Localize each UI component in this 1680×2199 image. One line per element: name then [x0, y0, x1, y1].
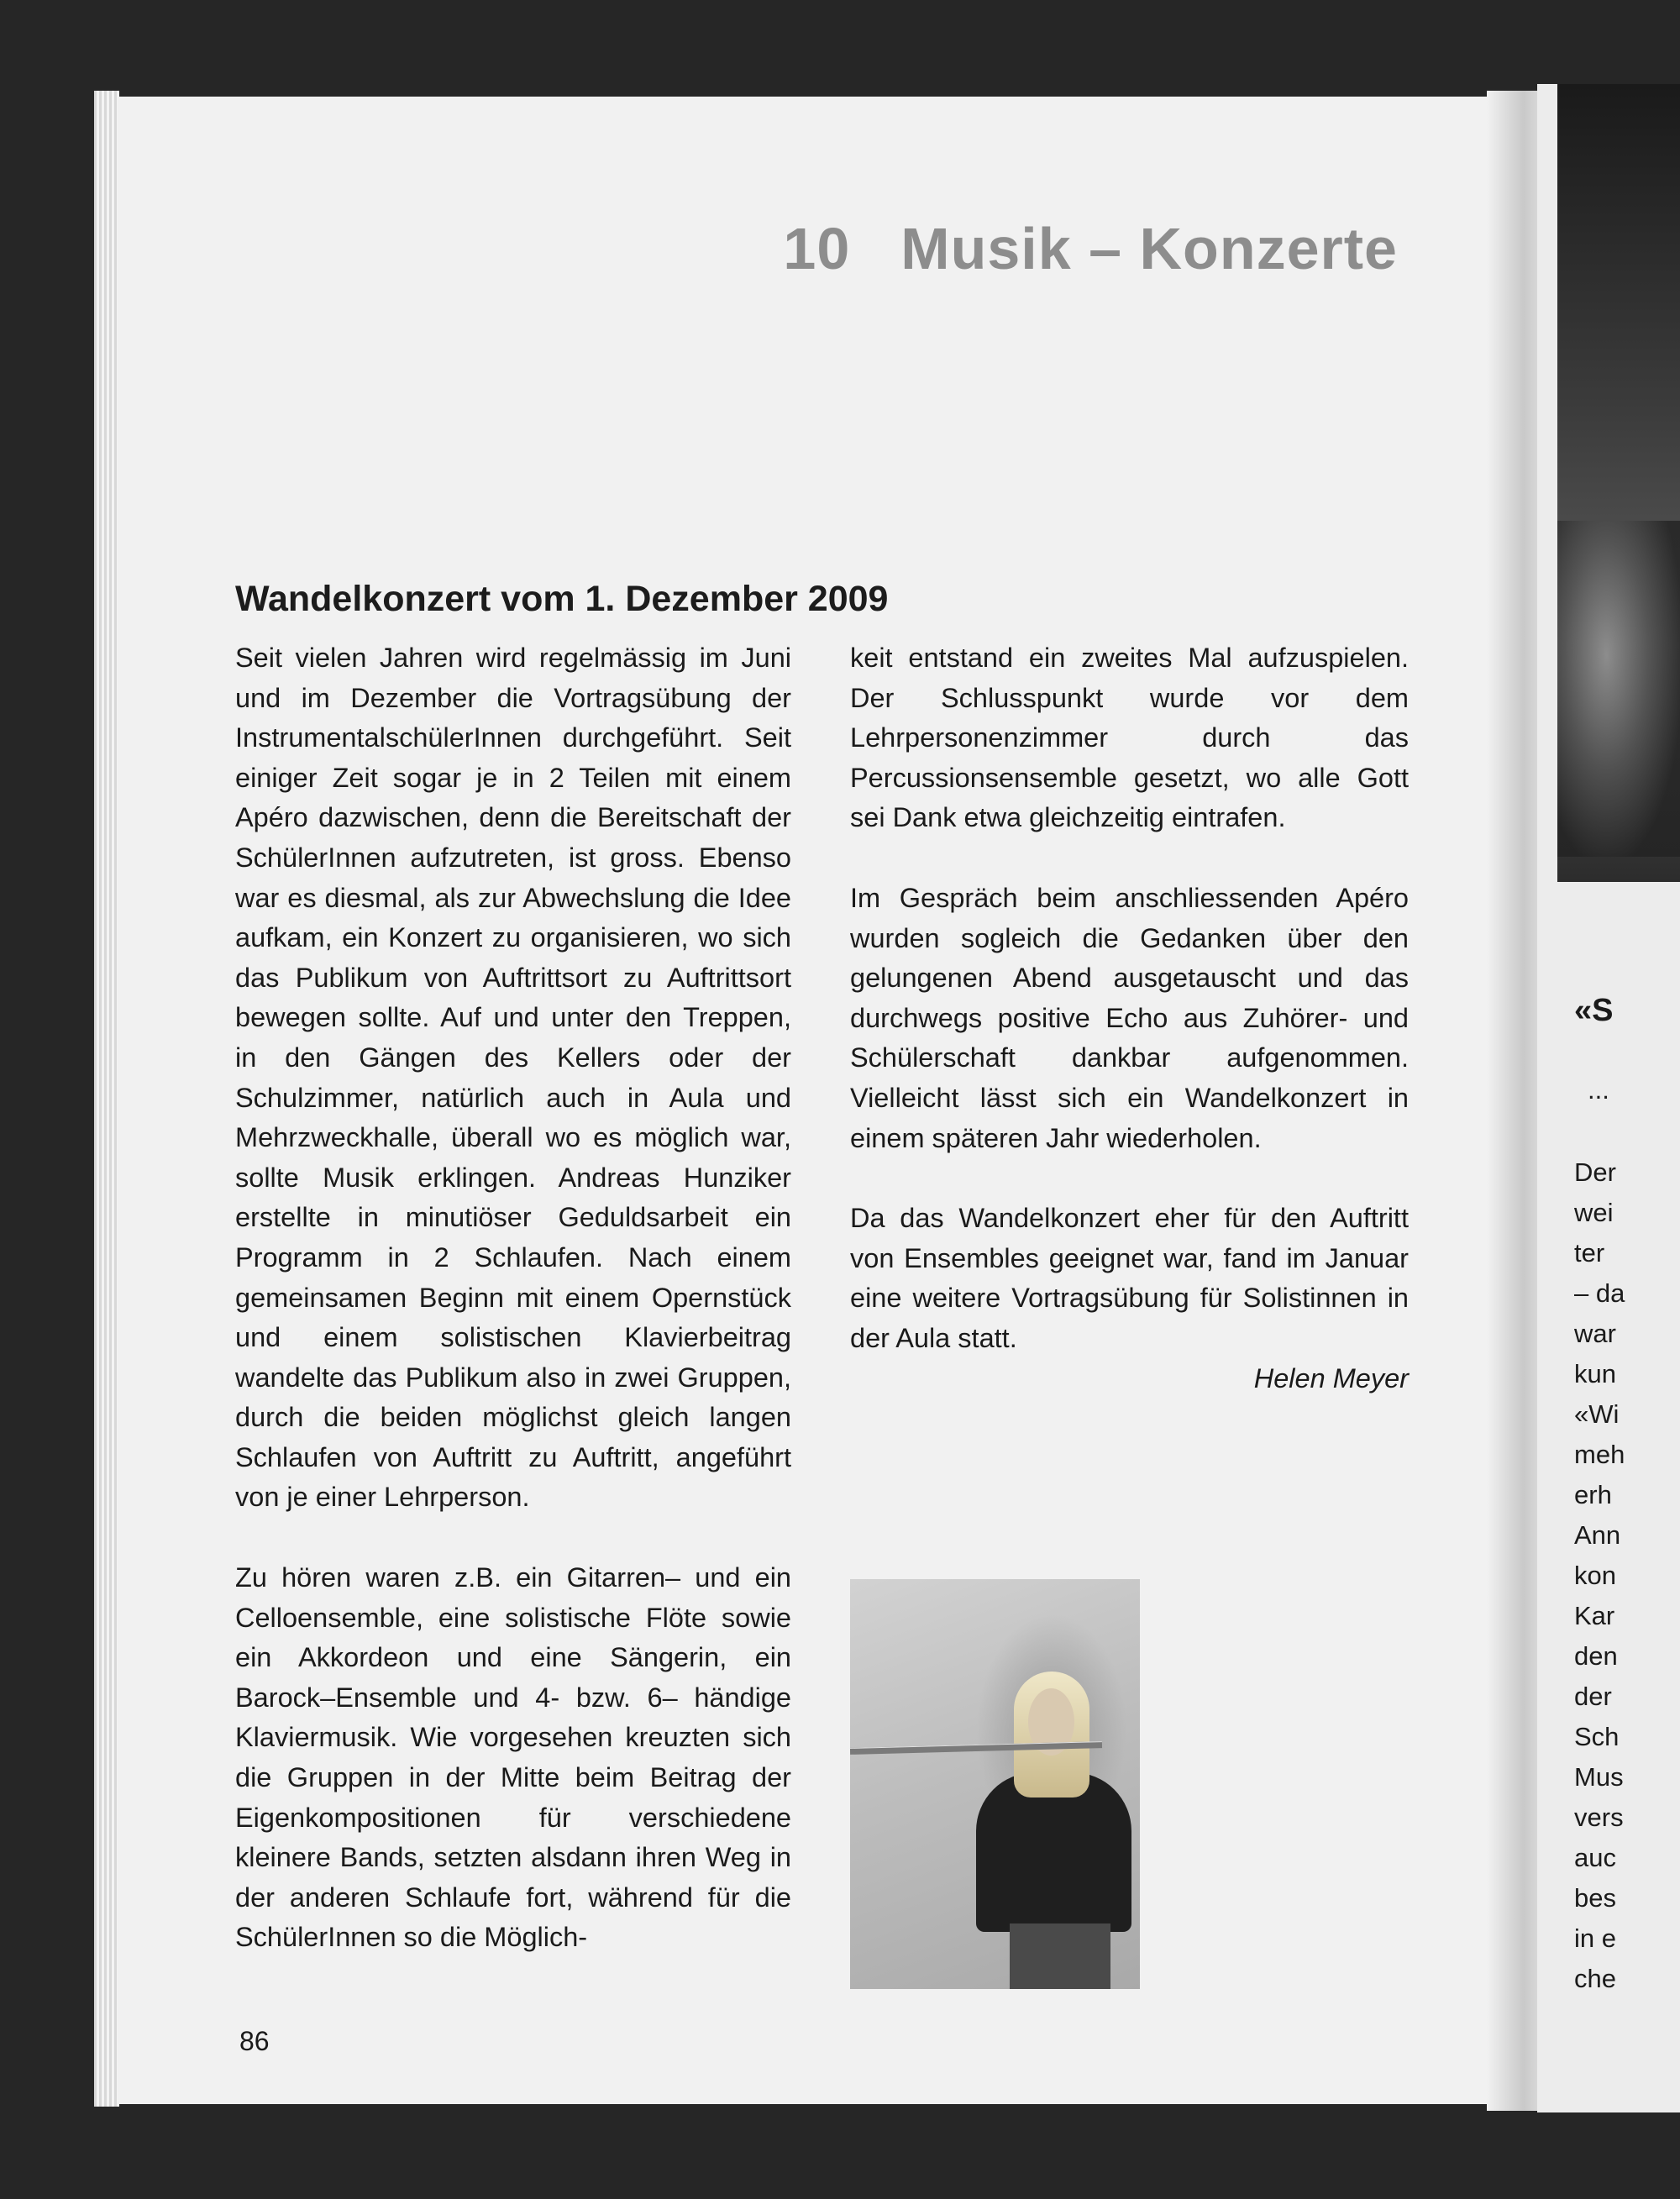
page-stack-edges	[94, 91, 119, 2107]
paragraph: Seit vielen Jahren wird regelmässig im Juni und im Dezember die Vortragsübung der InstrumentalschülerInnen durchgeführt. Seit einiger Zeit sogar je in 2 Teilen mit einem Apéro dazwischen, denn die Bereitschaft der SchülerInnen aufzutreten, ist gross. Ebenso war es diesmal, als zur Abwechslung die Idee aufkam, ein Konzert zu organisieren, wo sich das Publikum von Auftrittsort zu Auftrittsort bewegen sollte. Auf und unter den Treppen, in den Gängen des Kellers oder der Schulzimmer, natürlich auch in Aula und Mehrzweckhalle, überall wo es möglich war, sollte Musik erklingen. Andreas Hunziker erstellte in minutiöser Geduldsarbeit ein Programm in 2 Schlaufen. Nach einem gemeinsamen Beginn mit einem Opernstück und einem solistischen Klavierbeitrag wandelte das Publikum also in zwei Gruppen, durch die beiden möglichst gleich langen Schlaufen von Auftritt zu Auftritt, angeführt von je einer Lehrperson.	[235, 643, 791, 1513]
paragraph: Im Gespräch beim anschliessenden Apéro wurden sogleich die Gedanken über den gelungenen Abend ausgetauscht und das durchwegs positive Echo aus Zuhörer- und Schülerschaft dankbar aufgenommen. Vielleicht lässt sich ein Wandelkonzert in einem späteren Jahr wiederholen.	[850, 882, 1409, 1153]
right-page-line: wei	[1574, 1198, 1614, 1227]
paragraph: keit entstand ein zweites Mal aufzuspielen. Der Schlusspunkt wurde vor dem Lehrpersonenzimmer durch das Percussionsensemble gesetzt, wo alle Gott sei Dank etwa gleichzeitig eintrafen.	[850, 643, 1409, 833]
right-page-heading-fragment: «S	[1574, 993, 1614, 1028]
right-page-line: Der	[1574, 1157, 1616, 1187]
page-number: 86	[239, 2026, 270, 2056]
right-page-line: den	[1574, 1641, 1618, 1671]
right-page-line: kun	[1574, 1359, 1616, 1388]
paragraph: Da das Wandelkonzert eher für den Auftritt von Ensembles geeignet war, fand im Januar eine weitere Vortragsübung für Solistinnen in der Aula statt.	[850, 1203, 1409, 1353]
right-page-line: bes	[1574, 1883, 1616, 1913]
right-page-line: kon	[1574, 1561, 1616, 1590]
right-page-line: meh	[1574, 1440, 1625, 1469]
right-page-line: Kar	[1574, 1601, 1615, 1630]
chapter-name: Musik – Konzerte	[900, 216, 1398, 281]
right-page-line: ter	[1574, 1238, 1605, 1267]
right-page-line: in e	[1574, 1923, 1616, 1953]
right-page-line: war	[1574, 1319, 1616, 1348]
right-page-line: erh	[1574, 1480, 1612, 1509]
text-column-right	[850, 638, 1409, 1439]
paragraph: Zu hören waren z.B. ein Gitarren– und ein Celloensemble, eine solistische Flöte sowie ein Akkordeon und eine Sängerin, ein Barock–Ensemble und 4- bzw. 6– händige Klaviermusik. Wie vorgesehen kreuzten sich die Gruppen in der Mitte beim Beitrag der Eigenkompositionen für verschiedene kleinere Bands, setzten alsdann ihren Weg in der anderen Schlaufe fort, während für die SchülerInnen so die Möglich-	[235, 1562, 791, 1953]
right-page-line: Sch	[1574, 1722, 1620, 1751]
right-page-line: der	[1574, 1682, 1612, 1711]
flute-player-photo	[850, 1579, 1140, 1989]
article-title: Wandelkonzert vom 1. Dezember 2009	[235, 578, 889, 619]
photo-player-legs	[1010, 1923, 1110, 1989]
right-page-line: auc	[1574, 1843, 1616, 1872]
right-page-line: Ann	[1574, 1520, 1621, 1550]
right-page-line: Mus	[1574, 1762, 1624, 1792]
right-page-line: – da	[1574, 1278, 1625, 1308]
author-signature: Helen Meyer	[1253, 1362, 1409, 1393]
chapter-number: 10	[783, 216, 851, 281]
chapter-title	[783, 215, 1398, 282]
right-page-line: che	[1574, 1964, 1616, 1993]
right-page-photo-figures	[1557, 521, 1680, 857]
right-page-line: «Wi	[1574, 1399, 1620, 1429]
right-page-ellipsis: ...	[1588, 1075, 1609, 1105]
text-column-left	[235, 638, 791, 1998]
right-page-line: vers	[1574, 1803, 1624, 1832]
right-page	[1537, 84, 1680, 2112]
